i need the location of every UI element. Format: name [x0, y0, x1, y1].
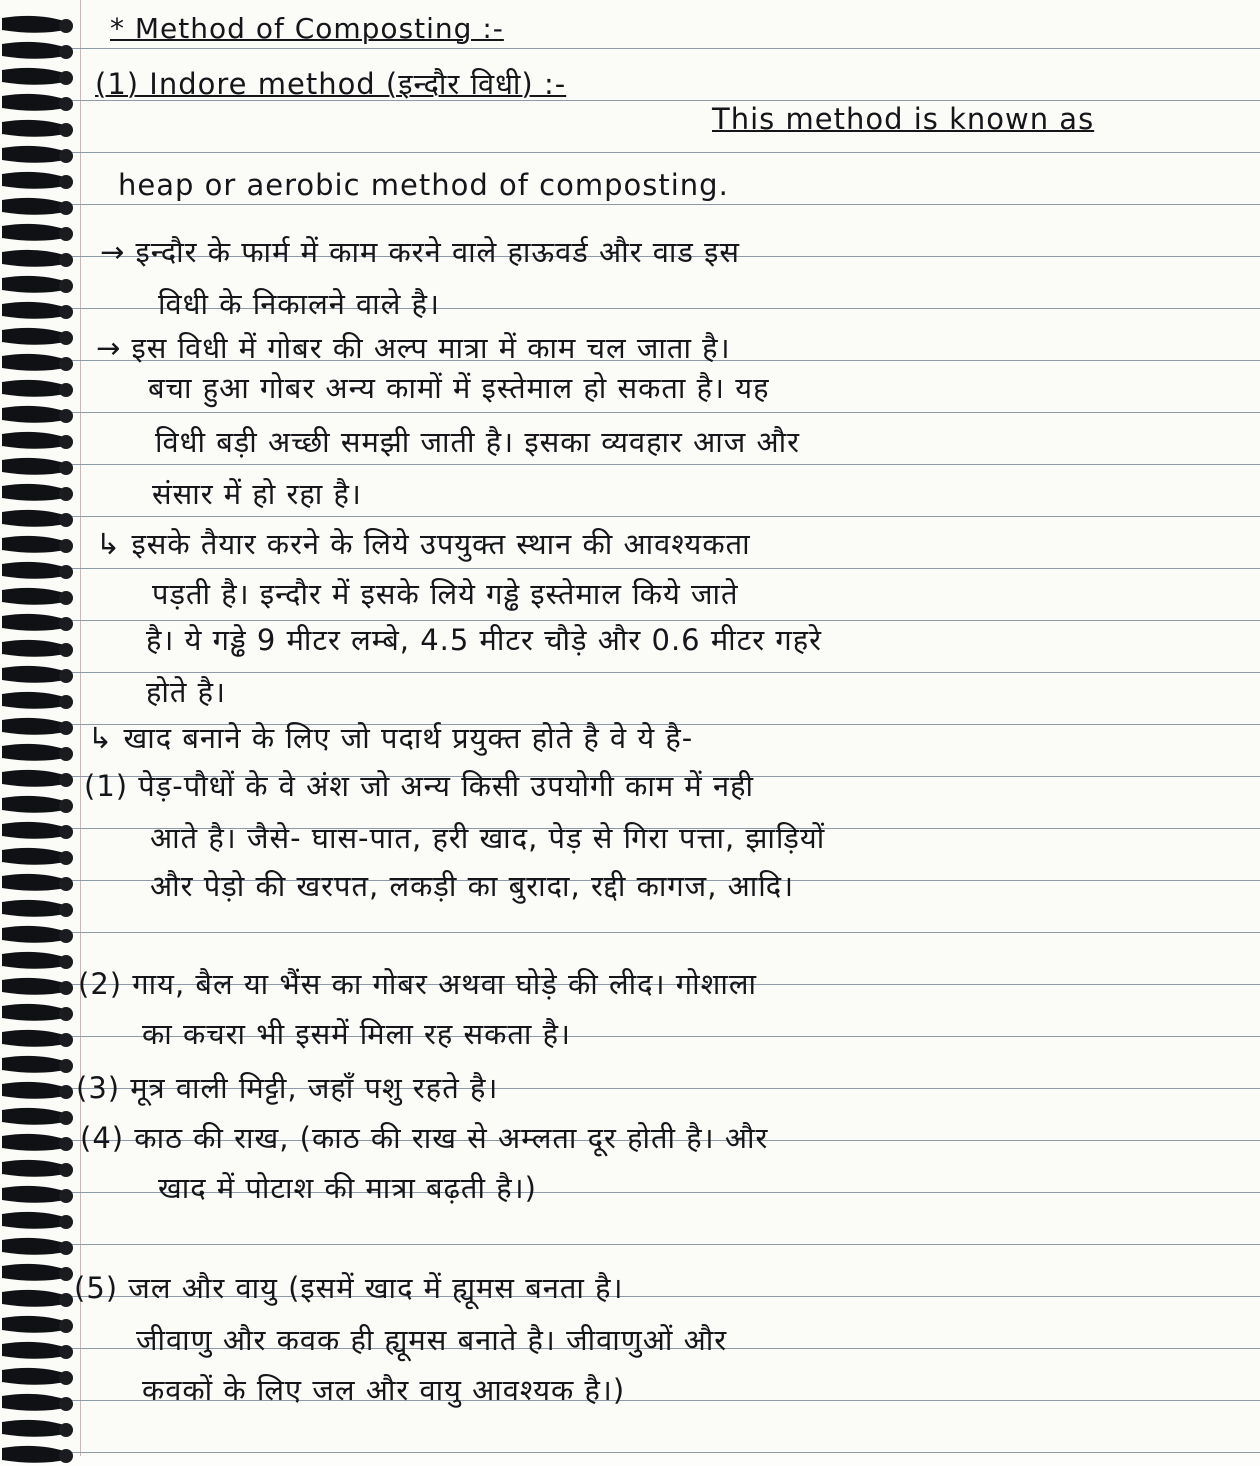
binding-ring — [0, 1028, 78, 1050]
binding-ring — [0, 794, 78, 816]
binding-ring — [0, 1392, 78, 1414]
ruled-line — [70, 932, 1260, 933]
ruled-line — [70, 152, 1260, 153]
binding-ring — [0, 976, 78, 998]
text-line-22: (5) जल और वायु (इसमें खाद में ह्यूमस बनता है। — [74, 1271, 624, 1305]
binding-ring — [0, 92, 78, 114]
binding-ring — [0, 638, 78, 660]
binding-ring — [0, 768, 78, 790]
binding-ring — [0, 924, 78, 946]
margin-line — [80, 0, 81, 1456]
text-line-21: खाद में पोटाश की मात्रा बढ़ती है।) — [158, 1171, 537, 1205]
ruled-line — [70, 48, 1260, 49]
binding-ring — [0, 560, 78, 582]
binding-ring — [0, 14, 78, 36]
binding-ring — [0, 40, 78, 62]
ruled-line — [70, 516, 1260, 517]
text-line-3: → इन्दौर के फार्म में काम करने वाले हाऊवर्ड और वाड इस — [100, 235, 740, 269]
ruled-line — [70, 204, 1260, 205]
binding-ring — [0, 196, 78, 218]
text-line-20: (4) काठ की राख, (काठ की राख से अम्लता दूर होती है। और — [80, 1121, 769, 1155]
binding-ring — [0, 170, 78, 192]
binding-ring — [0, 248, 78, 270]
binding-ring — [0, 144, 78, 166]
binding-ring — [0, 274, 78, 296]
section-heading: (1) Indore method (इन्दौर विधी) :- — [95, 67, 567, 101]
text-line-11: है। ये गड्ढे 9 मीटर लम्बे, 4.5 मीटर चौड़े और 0.6 मीटर गहरे — [146, 623, 822, 657]
binding-ring — [0, 1054, 78, 1076]
text-line-24: कवकों के लिए जल और वायु आवश्यक है।) — [142, 1373, 626, 1407]
binding-ring — [0, 664, 78, 686]
binding-ring — [0, 898, 78, 920]
text-line-18: का कचरा भी इसमें मिला रह सकता है। — [142, 1017, 572, 1051]
binding-ring — [0, 118, 78, 140]
ruled-line — [70, 412, 1260, 413]
binding-ring — [0, 1158, 78, 1180]
text-line-4: विधी के निकालने वाले है। — [158, 287, 440, 321]
binding-ring — [0, 1366, 78, 1388]
binding-ring — [0, 950, 78, 972]
binding-ring — [0, 404, 78, 426]
binding-ring — [0, 820, 78, 842]
binding-ring — [0, 1132, 78, 1154]
binding-ring — [0, 508, 78, 530]
text-line-23: जीवाणु और कवक ही ह्यूमस बनाते है। जीवाणुओं और — [136, 1323, 728, 1357]
binding-ring — [0, 1002, 78, 1024]
text-line-5: → इस विधी में गोबर की अल्प मात्रा में काम चल जाता है। — [96, 331, 731, 365]
binding-ring — [0, 326, 78, 348]
text-line-1: This method is known as — [712, 102, 1095, 136]
binding-ring — [0, 1340, 78, 1362]
binding-ring — [0, 846, 78, 868]
binding-ring — [0, 66, 78, 88]
binding-ring — [0, 716, 78, 738]
binding-ring — [0, 222, 78, 244]
binding-ring — [0, 1262, 78, 1284]
binding-ring — [0, 1314, 78, 1336]
binding-ring — [0, 1418, 78, 1440]
text-line-8: संसार में हो रहा है। — [152, 477, 362, 511]
text-line-19: (3) मूत्र वाली मिट्टी, जहाँ पशु रहते है। — [76, 1071, 499, 1105]
binding-ring — [0, 872, 78, 894]
ruled-line — [70, 568, 1260, 569]
text-line-9: ↳ इसके तैयार करने के लिये उपयुक्त स्थान की आवश्यकता — [96, 527, 751, 561]
text-line-12: होते है। — [146, 675, 227, 709]
spiral-binding — [0, 0, 80, 1456]
text-line-6: बचा हुआ गोबर अन्य कामों में इस्तेमाल हो सकता है। यह — [148, 371, 770, 405]
binding-ring — [0, 1106, 78, 1128]
text-line-15: आते है। जैसे- घास-पात, हरी खाद, पेड़ से गिरा पत्ता, झाड़ियों — [150, 821, 826, 855]
page-title: * Method of Composting :- — [110, 12, 504, 45]
ruled-line — [70, 1452, 1260, 1453]
ruled-line — [70, 1244, 1260, 1245]
text-line-16: और पेड़ो की खरपत, लकड़ी का बुरादा, रद्दी कागज, आदि। — [150, 869, 795, 903]
text-line-2: heap or aerobic method of composting. — [118, 168, 729, 202]
binding-ring — [0, 1444, 78, 1466]
binding-ring — [0, 1184, 78, 1206]
binding-ring — [0, 352, 78, 374]
text-line-13: ↳ खाद बनाने के लिए जो पदार्थ प्रयुक्त होते है वे ये है- — [88, 721, 694, 755]
binding-ring — [0, 1210, 78, 1232]
text-line-14: (1) पेड़-पौधों के वे अंश जो अन्य किसी उपयोगी काम में नही — [84, 769, 754, 803]
binding-ring — [0, 1080, 78, 1102]
binding-ring — [0, 742, 78, 764]
binding-ring — [0, 534, 78, 556]
binding-ring — [0, 1288, 78, 1310]
binding-ring — [0, 482, 78, 504]
text-line-7: विधी बड़ी अच्छी समझी जाती है। इसका व्यवहार आज और — [155, 425, 800, 459]
binding-ring — [0, 378, 78, 400]
binding-ring — [0, 430, 78, 452]
text-line-17: (2) गाय, बैल या भैंस का गोबर अथवा घोड़े की लीद। गोशाला — [78, 967, 758, 1001]
binding-ring — [0, 586, 78, 608]
binding-ring — [0, 612, 78, 634]
binding-ring — [0, 300, 78, 322]
binding-ring — [0, 1236, 78, 1258]
ruled-line — [70, 672, 1260, 673]
binding-ring — [0, 690, 78, 712]
binding-ring — [0, 456, 78, 478]
text-line-10: पड़ती है। इन्दौर में इसके लिये गड्ढे इस्तेमाल किये जाते — [152, 577, 739, 611]
ruled-line — [70, 464, 1260, 465]
